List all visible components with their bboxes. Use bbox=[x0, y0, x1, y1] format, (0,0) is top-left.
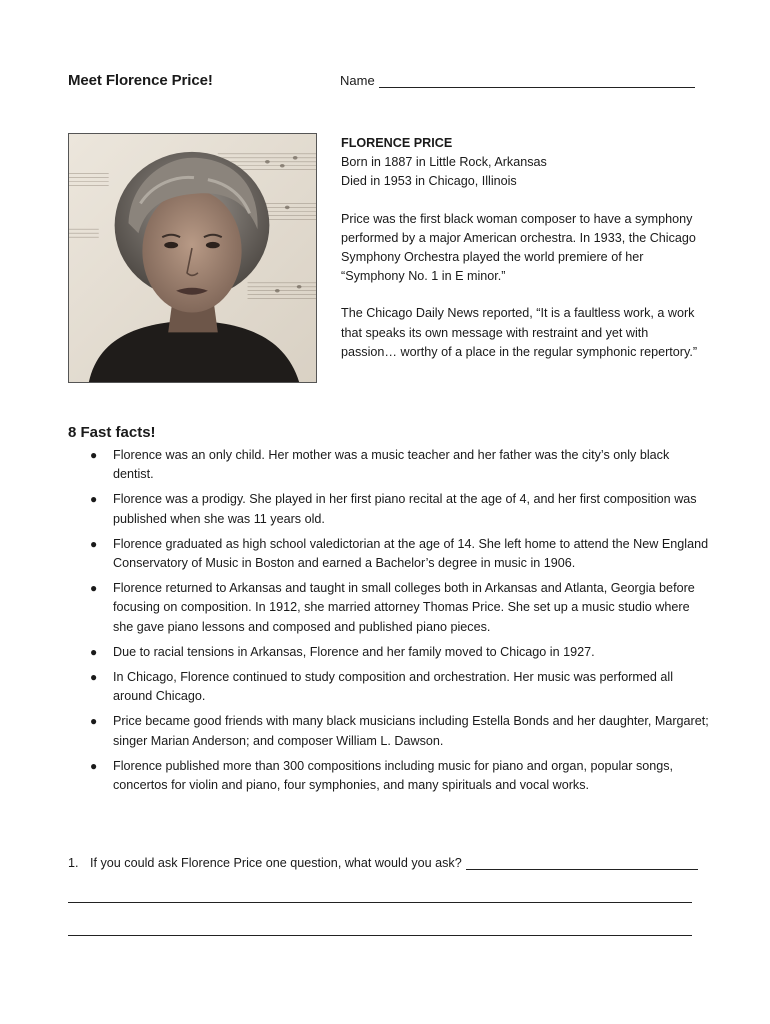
list-item bbox=[90, 490, 710, 528]
bullet-icon: ● bbox=[90, 644, 98, 659]
bio-born: Born in 1887 in Little Rock, Arkansas bbox=[341, 155, 547, 170]
list-item bbox=[90, 668, 710, 706]
name-field-row bbox=[340, 73, 695, 88]
bullet-icon: ● bbox=[90, 714, 98, 729]
list-item bbox=[90, 535, 710, 573]
bio-section bbox=[341, 134, 701, 362]
list-item bbox=[90, 643, 710, 662]
answer-line-2[interactable] bbox=[68, 935, 692, 936]
list-item bbox=[90, 712, 710, 750]
page-title: Meet Florence Price! bbox=[68, 72, 213, 89]
facts-title: 8 Fast facts! bbox=[68, 424, 156, 441]
facts-list bbox=[90, 446, 710, 801]
answer-input-line[interactable] bbox=[466, 855, 698, 870]
portrait-photo bbox=[68, 133, 317, 383]
fact-text: Florence was a prodigy. She played in her first piano recital at the age of 4, and her first composition was published when she was 11 years old. bbox=[113, 492, 697, 526]
fact-text: Florence published more than 300 compositions including music for piano and organ, popular songs, concertos for violin and piano, four symphonies, and many spirituals and vocal works. bbox=[113, 758, 674, 793]
bullet-icon: ● bbox=[90, 492, 98, 507]
fact-text: Florence graduated as high school valedictorian at the age of 14. She left home to attend the New England Conservatory of Music in Boston and earned a Bachelor’s degree in music in 1906. bbox=[113, 536, 709, 571]
bullet-icon: ● bbox=[90, 581, 98, 596]
bio-heading: FLORENCE PRICE bbox=[341, 136, 453, 150]
question-text: If you could ask Florence Price one question, what would you ask? bbox=[90, 856, 462, 870]
bullet-icon: ● bbox=[90, 536, 98, 551]
bullet-icon: ● bbox=[90, 670, 98, 685]
list-item bbox=[90, 446, 710, 484]
fact-text: Florence returned to Arkansas and taught in small colleges both in Arkansas and Atlanta, Georgia before focusing on composition. In 1912, she married attorney Thomas Price. She set up a music studio where she gave piano lessons and composed and published piano pieces. bbox=[113, 581, 695, 634]
question-row bbox=[68, 855, 698, 870]
answer-line-1[interactable] bbox=[68, 902, 692, 903]
bullet-icon: ● bbox=[90, 448, 98, 462]
name-input-line[interactable] bbox=[379, 73, 695, 88]
fact-text: Florence was an only child. Her mother was a music teacher and her father was the city’s only black dentist. bbox=[113, 448, 670, 482]
fact-text: Due to racial tensions in Arkansas, Florence and her family moved to Chicago in 1927. bbox=[113, 644, 595, 659]
list-item bbox=[90, 757, 710, 795]
fact-text: In Chicago, Florence continued to study composition and orchestration. Her music was performed all around Chicago. bbox=[113, 670, 673, 704]
bio-quote-paragraph: The Chicago Daily News reported, “It is a faultless work, a work that speaks its own message with restraint and yet with passion… worthy of a place in the regular symphonic repertory.” bbox=[341, 306, 698, 359]
bullet-icon: ● bbox=[90, 758, 98, 773]
fact-text: Price became good friends with many black musicians including Estella Bonds and her daughter, Margaret; singer Marian Anderson; and composer William L. Dawson. bbox=[113, 714, 709, 748]
question-number: 1. bbox=[68, 856, 79, 870]
name-label: Name bbox=[340, 73, 375, 88]
bio-died: Died in 1953 in Chicago, Illinois bbox=[341, 174, 517, 189]
list-item bbox=[90, 579, 710, 637]
bio-paragraph: Price was the first black woman composer to have a symphony performed by a major American orchestra. In 1933, the Chicago Symphony Orchestra played the world premiere of her “Symphony No. 1 in E minor.” bbox=[341, 211, 696, 284]
